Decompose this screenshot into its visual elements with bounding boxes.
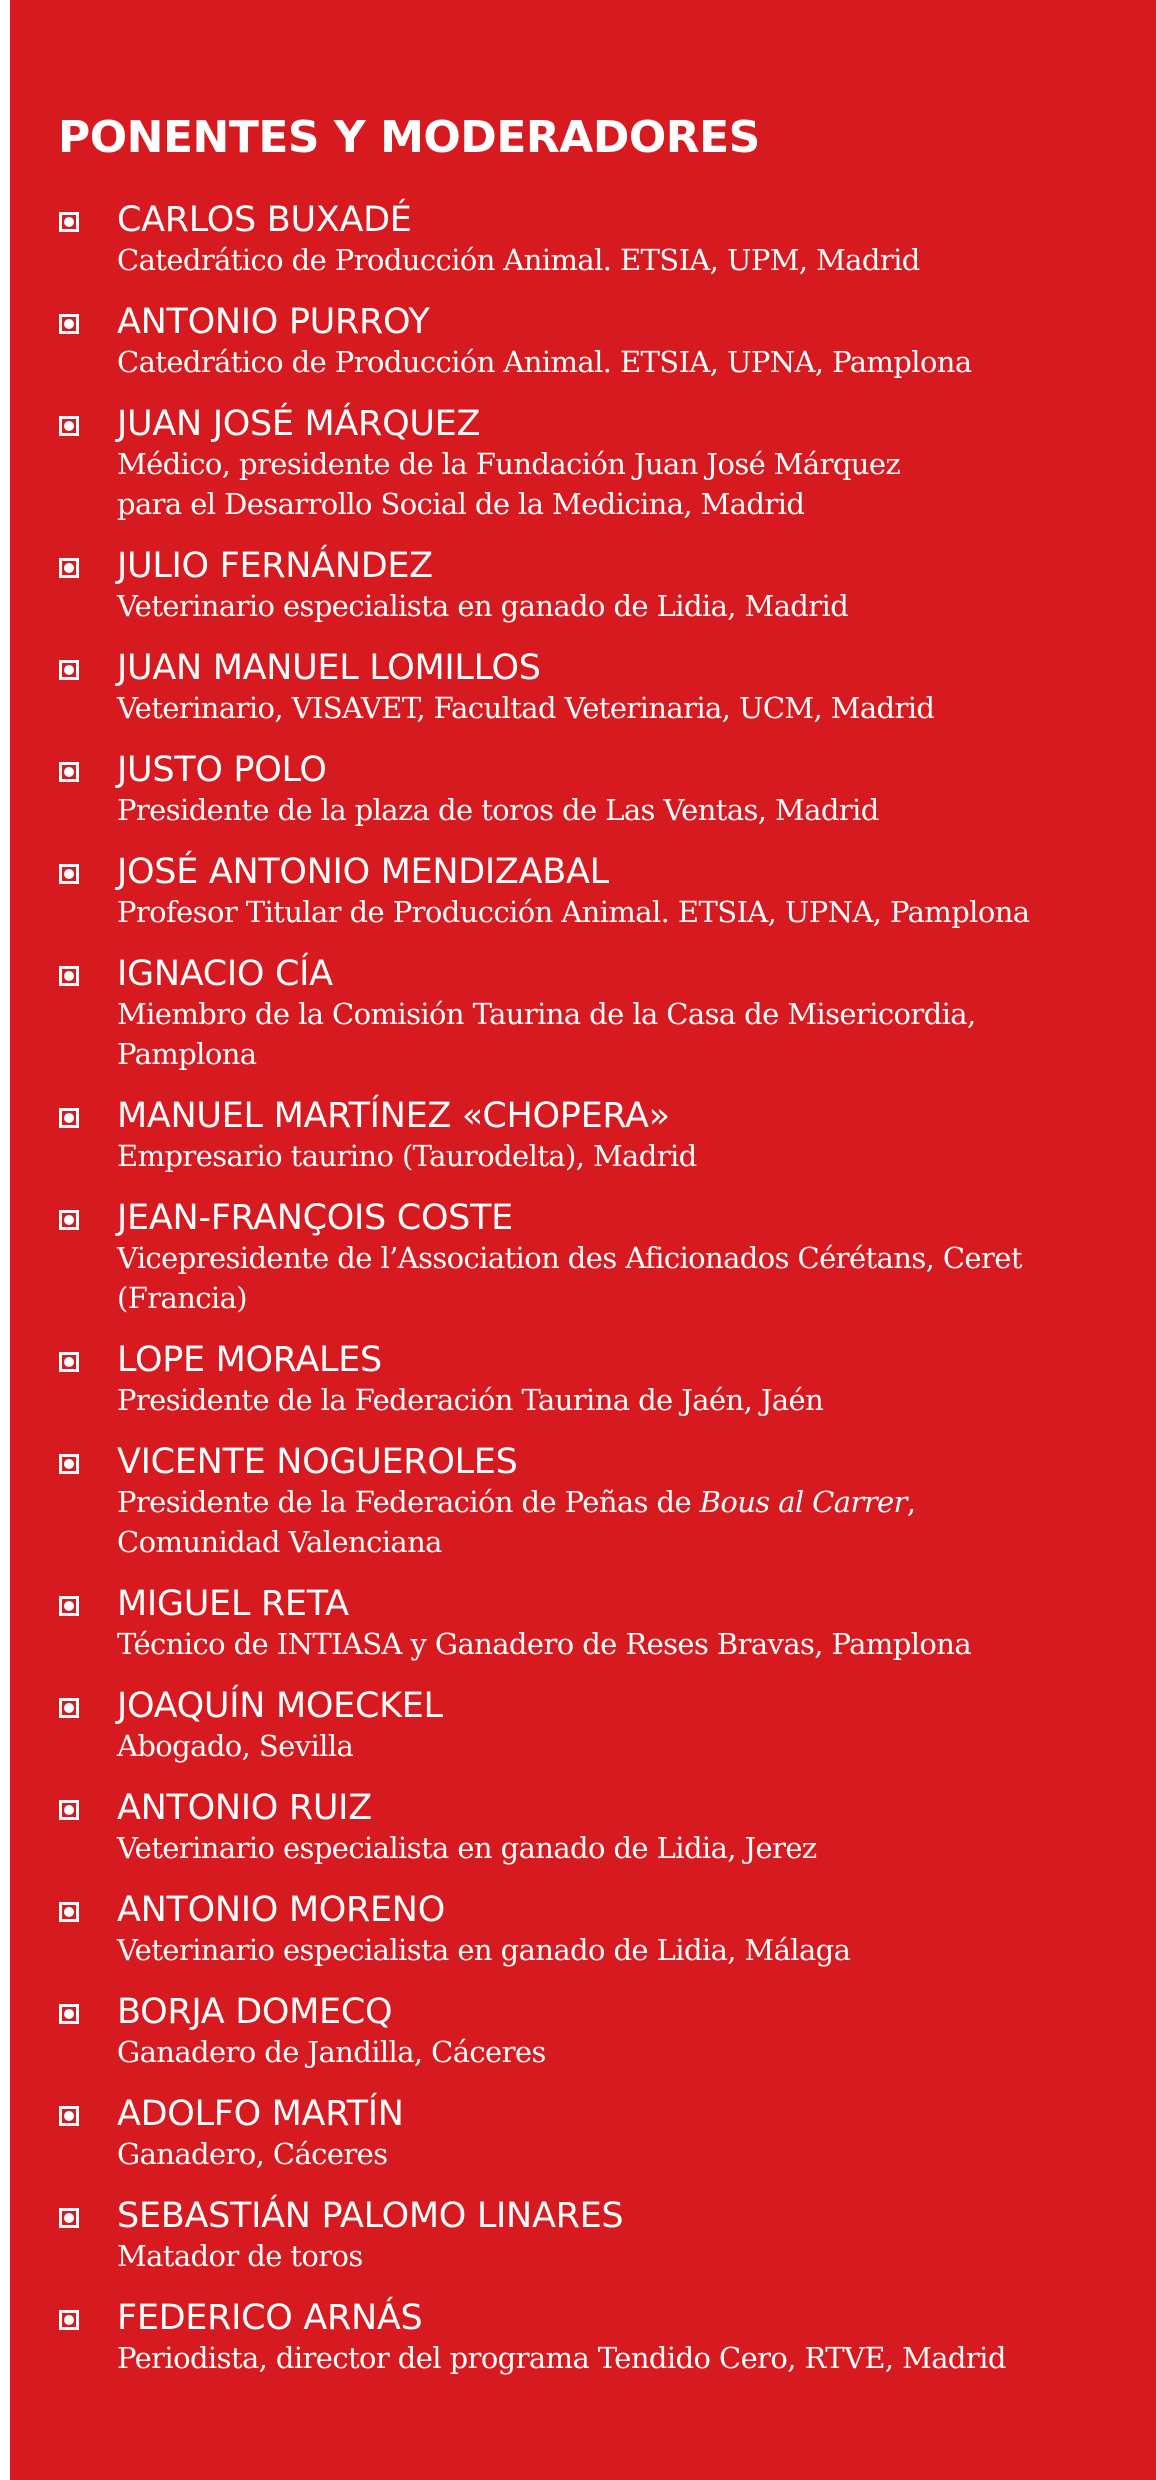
speaker-name: ADOLFO MARTÍN: [117, 2094, 404, 2134]
speaker-name: LOPE MORALES: [117, 1340, 382, 1380]
speaker-description: Veterinario, VISAVET, Facultad Veterinaria, UCM, Madrid: [117, 691, 935, 725]
speaker-name: JOAQUÍN MOECKEL: [117, 1686, 443, 1726]
speaker-name: ANTONIO RUIZ: [117, 1788, 372, 1828]
speaker-description: Abogado, Sevilla: [117, 1729, 354, 1763]
speaker-name: MIGUEL RETA: [117, 1584, 349, 1624]
section-heading: PONENTES Y MODERADORES: [58, 112, 760, 163]
square-bullet-icon: [59, 762, 79, 782]
speaker-description: Catedrático de Producción Animal. ETSIA, UPNA, Pamplona: [117, 345, 972, 379]
speaker-description: Matador de toros: [117, 2239, 363, 2273]
speaker-name: BORJA DOMECQ: [117, 1992, 393, 2032]
speaker-description: Técnico de INTIASA y Ganadero de Reses Bravas, Pamplona: [117, 1627, 972, 1661]
speaker-description: Veterinario especialista en ganado de Lidia, Málaga: [117, 1933, 851, 1967]
speaker-description: Médico, presidente de la Fundación Juan José Márquez para el Desarrollo Social de la Medicina, Madrid: [117, 447, 901, 521]
speaker-description: Empresario taurino (Taurodelta), Madrid: [117, 1139, 697, 1173]
speakers-panel: [10, 0, 1156, 2480]
italic-title: Bous al Carrer: [699, 1485, 907, 1519]
square-bullet-icon: [59, 864, 79, 884]
speaker-description: Veterinario especialista en ganado de Lidia, Jerez: [117, 1831, 817, 1865]
speaker-name: JUSTO POLO: [117, 750, 327, 790]
square-bullet-icon: [59, 966, 79, 986]
square-bullet-icon: [59, 212, 79, 232]
speakers-list: [10, 0, 1156, 2480]
speaker-description: Ganadero, Cáceres: [117, 2137, 388, 2171]
speaker-description: Miembro de la Comisión Taurina de la Casa de Misericordia, Pamplona: [117, 997, 976, 1071]
speaker-name: IGNACIO CÍA: [117, 954, 333, 994]
speaker-description: Veterinario especialista en ganado de Lidia, Madrid: [117, 589, 849, 623]
square-bullet-icon: [59, 2208, 79, 2228]
speaker-description: Presidente de la Federación de Peñas de Bous al Carrer, Comunidad Valenciana: [117, 1485, 916, 1559]
square-bullet-icon: [59, 314, 79, 334]
speaker-description: Presidente de la plaza de toros de Las Ventas, Madrid: [117, 793, 879, 827]
speaker-name: SEBASTIÁN PALOMO LINARES: [117, 2196, 624, 2236]
square-bullet-icon: [59, 2004, 79, 2024]
square-bullet-icon: [59, 416, 79, 436]
square-bullet-icon: [59, 1352, 79, 1372]
square-bullet-icon: [59, 1902, 79, 1922]
speaker-description: Periodista, director del programa Tendido Cero, RTVE, Madrid: [117, 2341, 1006, 2375]
speaker-description: Vicepresidente de l’Association des Aficionados Cérétans, Ceret (Francia): [117, 1241, 1022, 1315]
square-bullet-icon: [59, 2106, 79, 2126]
square-bullet-icon: [59, 1454, 79, 1474]
square-bullet-icon: [59, 1108, 79, 1128]
speaker-name: JOSÉ ANTONIO MENDIZABAL: [117, 852, 609, 892]
speaker-name: ANTONIO PURROY: [117, 302, 430, 342]
square-bullet-icon: [59, 1698, 79, 1718]
speaker-description: Catedrático de Producción Animal. ETSIA, UPM, Madrid: [117, 243, 920, 277]
square-bullet-icon: [59, 660, 79, 680]
speaker-name: JUAN MANUEL LOMILLOS: [117, 648, 541, 688]
speaker-name: JULIO FERNÁNDEZ: [117, 546, 433, 586]
speaker-name: FEDERICO ARNÁS: [117, 2298, 423, 2338]
speaker-name: JEAN-FRANÇOIS COSTE: [117, 1198, 513, 1238]
speaker-description: Presidente de la Federación Taurina de Jaén, Jaén: [117, 1383, 824, 1417]
speaker-name: VICENTE NOGUEROLES: [117, 1442, 518, 1482]
speaker-name: ANTONIO MORENO: [117, 1890, 445, 1930]
speaker-name: JUAN JOSÉ MÁRQUEZ: [117, 404, 481, 444]
square-bullet-icon: [59, 1210, 79, 1230]
square-bullet-icon: [59, 1800, 79, 1820]
square-bullet-icon: [59, 558, 79, 578]
speaker-name: MANUEL MARTÍNEZ «CHOPERA»: [117, 1096, 670, 1136]
square-bullet-icon: [59, 2310, 79, 2330]
square-bullet-icon: [59, 1596, 79, 1616]
speaker-description: Profesor Titular de Producción Animal. ETSIA, UPNA, Pamplona: [117, 895, 1030, 929]
speaker-name: CARLOS BUXADÉ: [117, 200, 412, 240]
speaker-description: Ganadero de Jandilla, Cáceres: [117, 2035, 546, 2069]
